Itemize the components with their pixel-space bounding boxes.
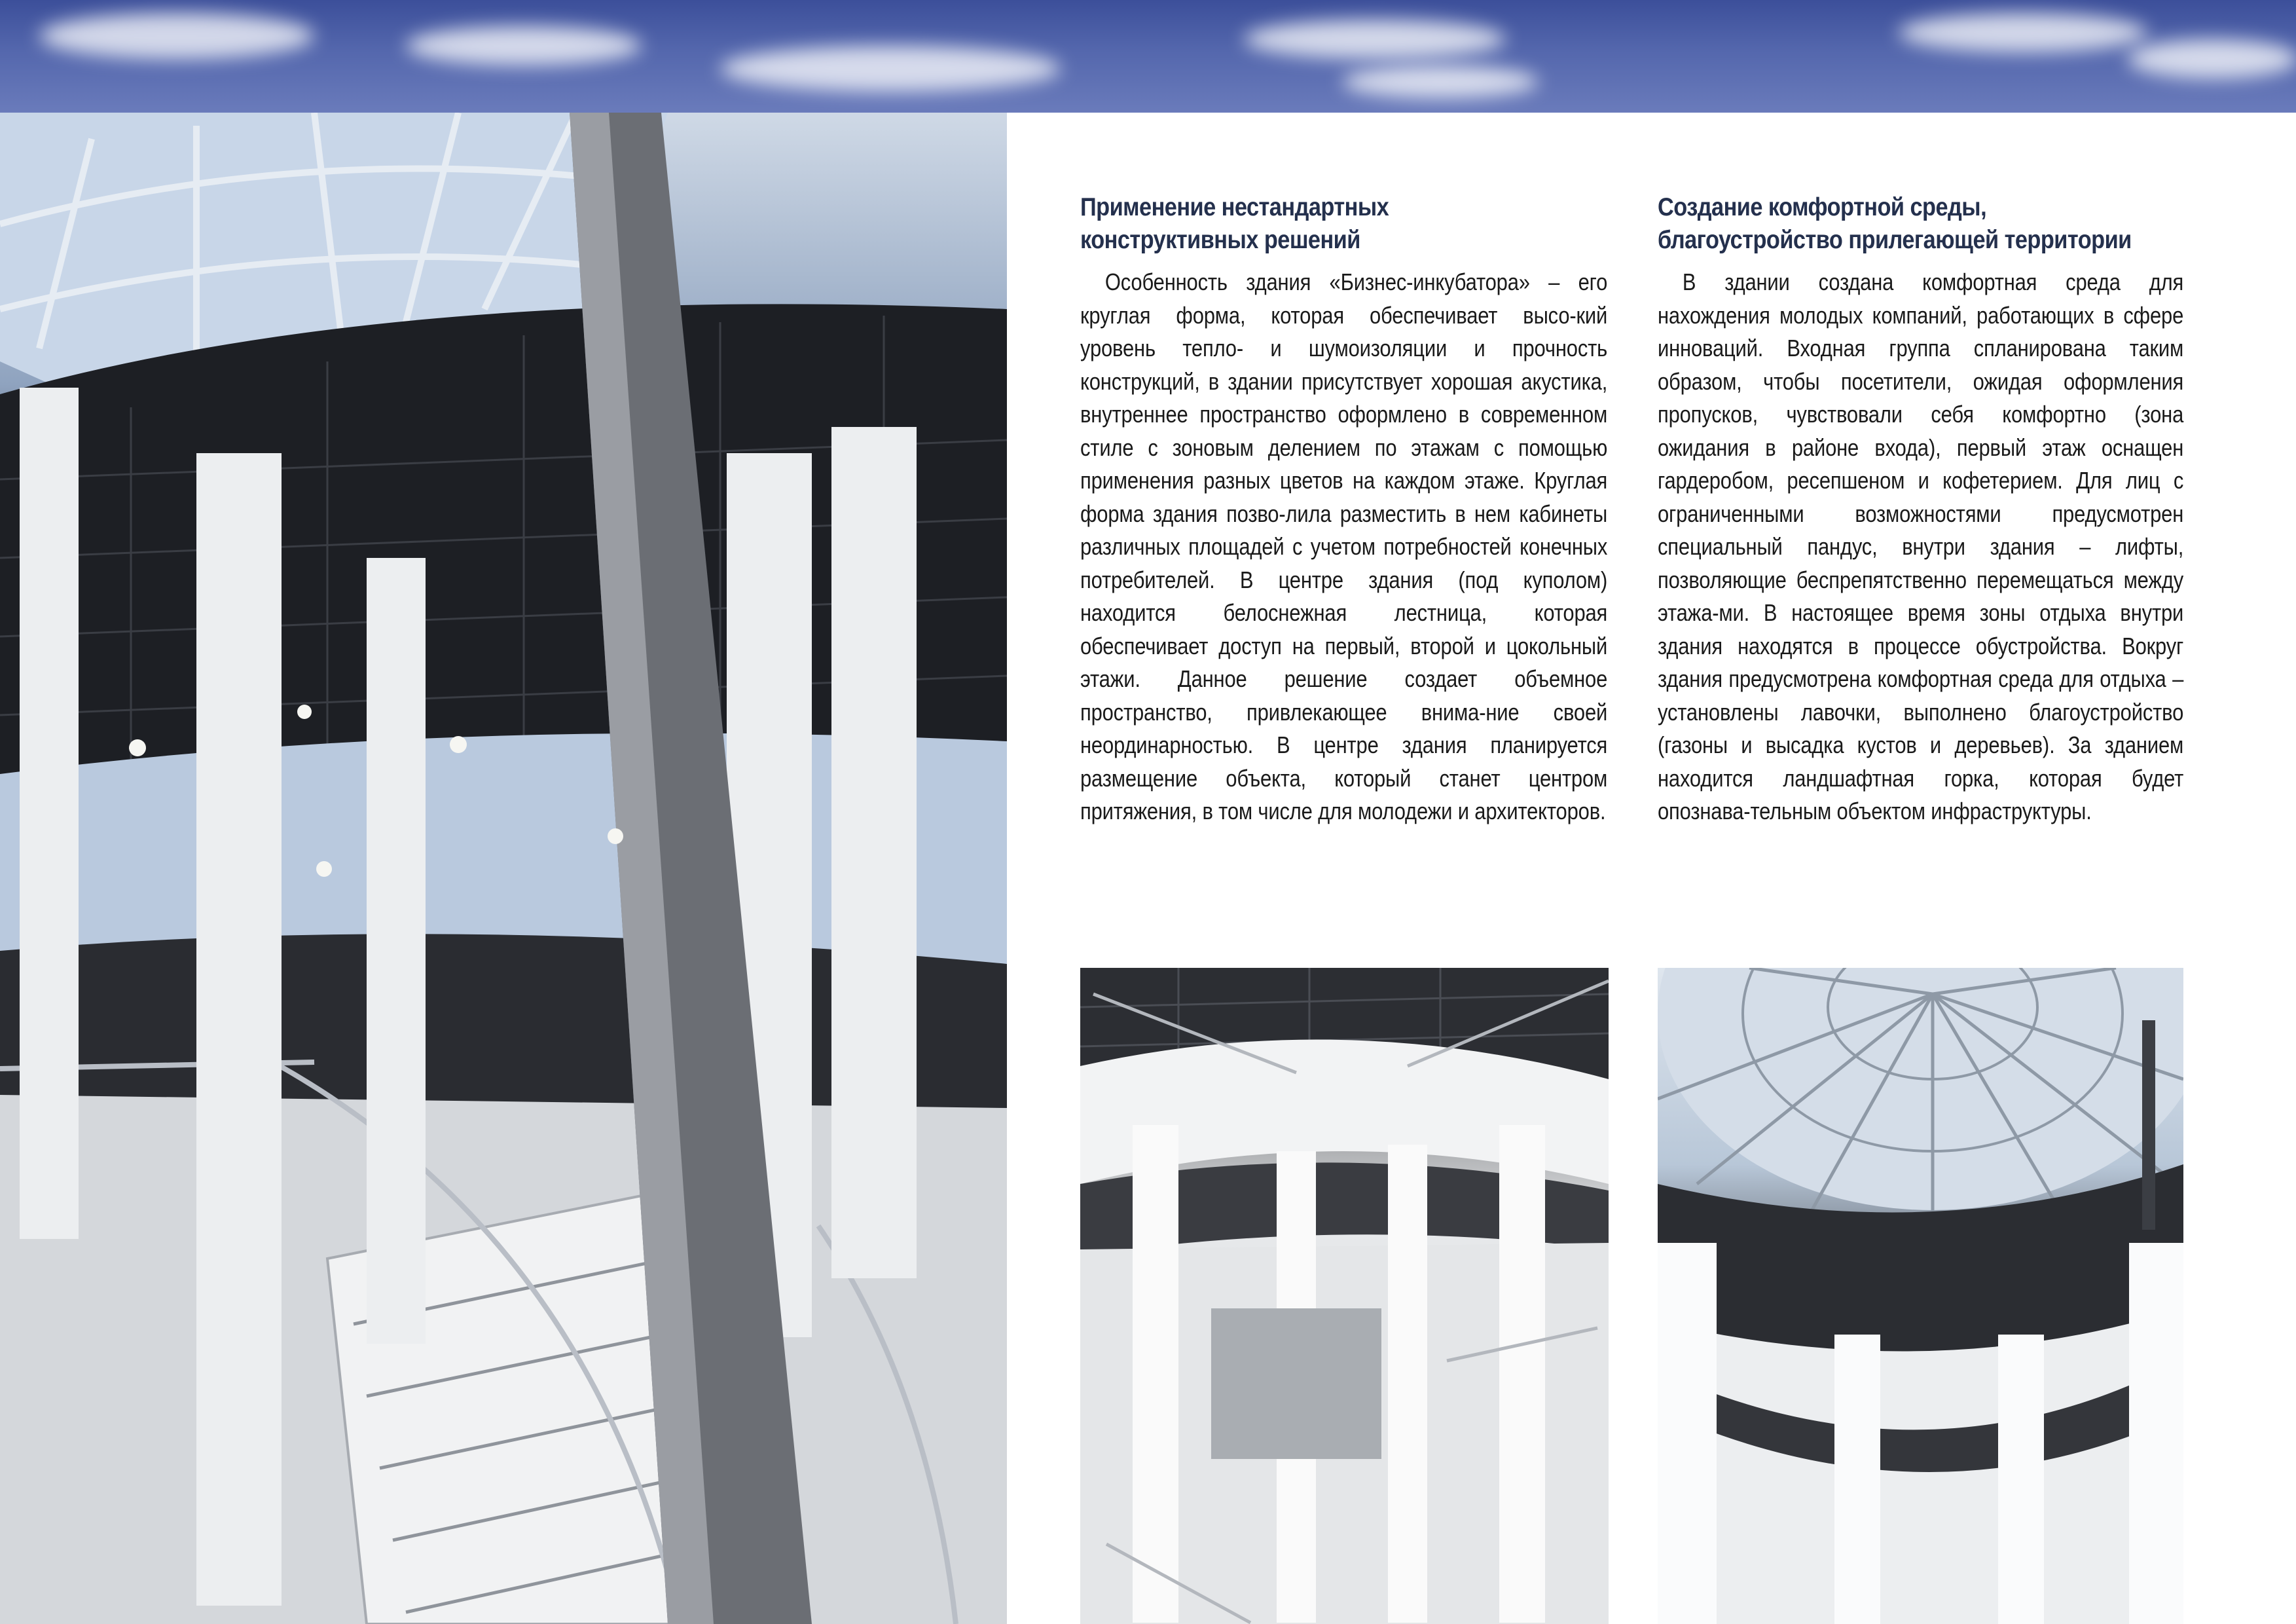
right-column-body: В здании создана комфортная среда для нахождения молодых компаний, работающих в сфере инноваций. Входная группа спланирована таким образом, чтобы посетители, ожидая оформления пропусков, чувствовали себя комфортно (зона ожидания в районе входа), первый этаж оснащен гардеробом, ресепшеном и кофетерием. Для лиц с ограниченными возможностями предусмотрен специальный пандус, внутри здания – лифты, позволяющие беспрепятственно перемещаться между этажа-ми. В настоящее время зоны отдыха внутри здания находятся в процессе обустройства. Вокруг здания предусмотрена комфортная среда для отдыха – установлены лавочки, выполнено благоустройство (газоны и высадка кустов и деревьев). За зданием находится ландшафтная горка, которая будет опознава-тельным объектом инфраструктуры.: [1658, 268, 2184, 824]
left-column-body: Особенность здания «Бизнес-инкубатора» – его круглая форма, которая обеспечивает высо-кий уровень тепло- и шумоизоляции и прочность конструкций, в здании присутствует хорошая акустика, внутреннее пространство оформлено в современном стиле с зоновым делением по этажам с помощью применения разных цветов на каждом этаже. Круглая форма здания позво-лила разместить в нем кабинеты различных площадей с учетом потребностей конечных потребителей. В центре здания (под куполом) находится белоснежная лестница, которая обеспечивает доступ на первый, второй и цокольный этажи. Данное решение создает объемное пространство, привлекающее внима-ние своей неординарностью. В центре здания планируется размещение объекта, который станет центром притяжения, в том числе для молодежи и архитекторов.: [1080, 268, 1608, 824]
atrium-illustration: [0, 113, 1007, 1624]
left-text-column: [1080, 191, 1607, 828]
right-text-column: [1658, 191, 2183, 828]
dome-photo: [1658, 968, 2183, 1624]
right-heading-line2: благоустройство прилегающей территории: [1658, 226, 2132, 254]
left-heading-line2: конструктивных решений: [1080, 226, 1360, 254]
sky-header-band: [0, 0, 2296, 113]
left-heading-line1: Применение нестандартных: [1080, 193, 1389, 221]
dome-illustration: [1658, 968, 2183, 1624]
atrium-photo: [0, 113, 1007, 1624]
left-column-heading: [1080, 191, 1604, 257]
staircase-illustration: [1080, 968, 1609, 1624]
staircase-photo: [1080, 968, 1609, 1624]
right-column-heading: [1658, 191, 2180, 257]
right-heading-line1: Создание комфортной среды,: [1658, 193, 1987, 221]
